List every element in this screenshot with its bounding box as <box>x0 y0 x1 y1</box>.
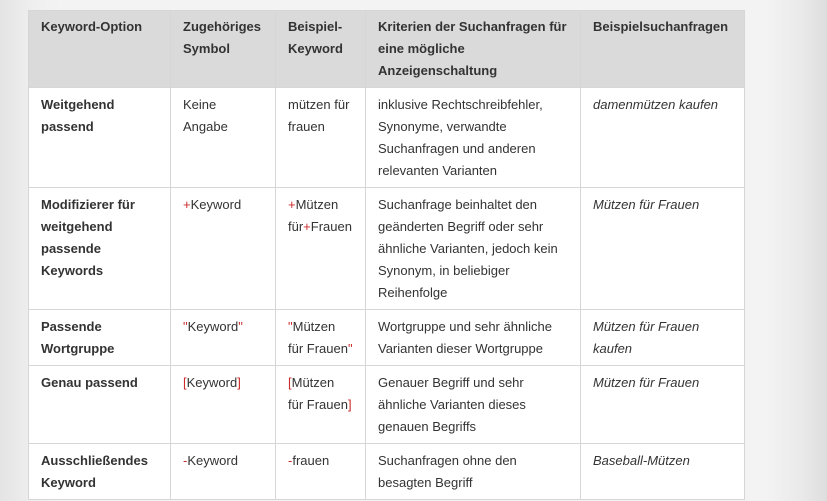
keyword-cell <box>276 310 366 366</box>
symbol-cell <box>171 444 276 500</box>
keyword-text: Mützen für Frauen <box>288 319 348 356</box>
example-cell: Baseball-Mützen <box>581 444 745 500</box>
table-body <box>29 88 745 500</box>
table-header <box>29 11 745 88</box>
symbol-text: Keyword <box>186 375 238 390</box>
header-symbol: Zugehöriges Symbol <box>171 11 276 88</box>
option-cell: Modifizierer für weitgehend passende Keywords <box>29 188 171 310</box>
keyword-marker: [ <box>288 375 292 390</box>
option-cell: Passende Wortgruppe <box>29 310 171 366</box>
keyword-text: Frauen <box>310 219 352 234</box>
keyword-marker: - <box>288 453 293 468</box>
symbol-cell <box>171 366 276 444</box>
header-row <box>29 11 745 88</box>
option-cell: Weitgehend passend <box>29 88 171 188</box>
table-row <box>29 444 745 500</box>
symbol-marker: " <box>238 319 243 334</box>
symbol-marker: " <box>183 319 188 334</box>
criteria-cell: Suchanfragen ohne den besagten Begriff <box>366 444 581 500</box>
keyword-marker: " <box>347 341 353 356</box>
option-cell: Genau passend <box>29 366 171 444</box>
symbol-text: Keyword <box>187 453 238 468</box>
keyword-cell <box>276 444 366 500</box>
header-criteria: Kriterien der Suchanfragen für eine mögliche Anzeigenschaltung <box>366 11 581 88</box>
symbol-marker: [ <box>183 375 187 390</box>
symbol-marker: + <box>183 197 191 212</box>
header-example-keyword: Beispiel-Keyword <box>276 11 366 88</box>
keyword-marker: ] <box>347 397 352 412</box>
keyword-text: Mützen für <box>288 197 339 234</box>
example-cell: Mützen für Frauen kaufen <box>581 310 745 366</box>
option-cell: Ausschließendes Keyword <box>29 444 171 500</box>
criteria-cell: Wortgruppe und sehr ähnliche Varianten dieser Wortgruppe <box>366 310 581 366</box>
table-row <box>29 366 745 444</box>
keyword-options-table <box>28 10 745 500</box>
keyword-marker: " <box>288 319 293 334</box>
symbol-cell <box>171 310 276 366</box>
keyword-text: frauen <box>292 453 330 468</box>
table-row <box>29 188 745 310</box>
keyword-text: Mützen für Frauen <box>288 375 348 412</box>
symbol-cell <box>171 188 276 310</box>
criteria-cell: inklusive Rechtschreibfehler, Synonyme, verwandte Suchanfragen und anderen relevanten Varianten <box>366 88 581 188</box>
header-keyword-option: Keyword-Option <box>29 11 171 88</box>
criteria-cell: Suchanfrage beinhaltet den geänderten Begriff oder sehr ähnliche Varianten, jedoch kein Synonym, in beliebiger Reihenfolge <box>366 188 581 310</box>
table-row <box>29 310 745 366</box>
example-cell: Mützen für Frauen <box>581 188 745 310</box>
keyword-cell: mützen für frauen <box>276 88 366 188</box>
keyword-marker: + <box>303 219 311 234</box>
symbol-text: Keyword <box>190 197 242 212</box>
symbol-cell: Keine Angabe <box>171 88 276 188</box>
header-example-queries: Beispielsuchanfragen <box>581 11 745 88</box>
symbol-marker: - <box>183 453 188 468</box>
example-cell: damenmützen kaufen <box>581 88 745 188</box>
keyword-cell <box>276 188 366 310</box>
symbol-text: Keyword <box>187 319 239 334</box>
keyword-marker: + <box>288 197 296 212</box>
symbol-marker: ] <box>237 375 241 390</box>
table-row <box>29 88 745 188</box>
criteria-cell: Genauer Begriff und sehr ähnliche Varianten dieses genauen Begriffs <box>366 366 581 444</box>
keyword-cell <box>276 366 366 444</box>
example-cell: Mützen für Frauen <box>581 366 745 444</box>
